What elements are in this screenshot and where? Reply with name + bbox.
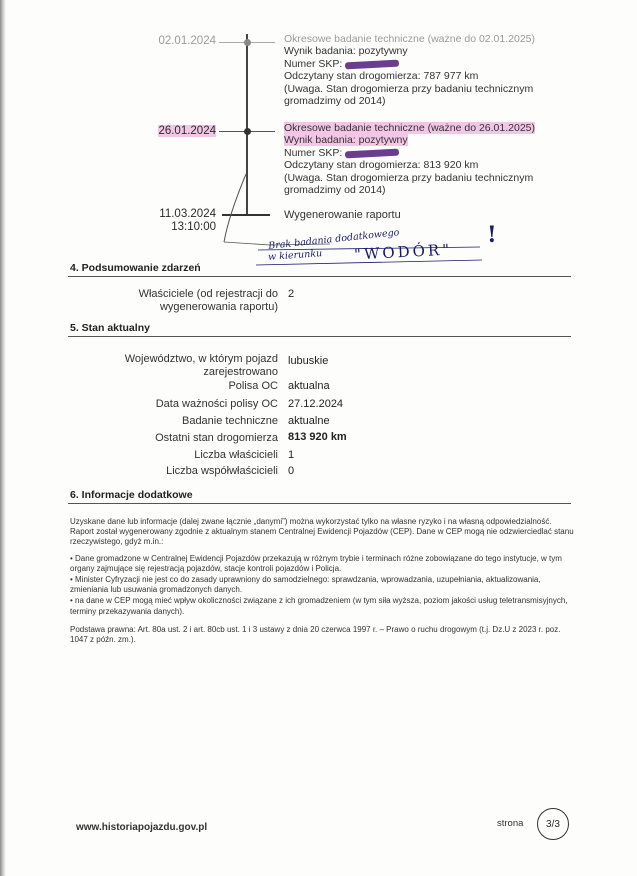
section-rule — [68, 276, 571, 277]
scan-edge-shadow — [0, 0, 6, 876]
handwritten-note: w kierunku — [267, 248, 323, 263]
row-value: 27.12.2024 — [288, 398, 344, 410]
handwritten-exclaim: ! — [487, 222, 497, 248]
section-title: 4. Podsumowanie zdarzeń — [70, 262, 201, 274]
page-label: strona — [497, 818, 524, 829]
row-label: Liczba współwłaścicieli — [166, 465, 278, 477]
owners-value: 2 — [288, 288, 295, 300]
event-skp: Numer SKP: — [284, 147, 535, 159]
event-note: (Uwaga. Stan drogomierza przy badaniu technicznym — [284, 82, 534, 95]
info-bullet: • Dane gromadzone w Centralnej Ewidencji Pojazdów przekazują w różnym trybie i terminach różne zobowiązane do tego instytucje, w tym organy zajmujące się rejestracją pojazdów, stacje kontroli pojazdów i Policja. — [70, 553, 562, 573]
section-title: 6. Informacje dodatkowe — [70, 489, 193, 501]
row-label: Ostatni stan drogomierza — [155, 432, 278, 444]
row-value: aktualne — [288, 415, 330, 427]
row-label: Liczba właścicieli — [194, 449, 278, 461]
section-title: 5. Stan aktualny — [70, 322, 150, 334]
footer-url[interactable]: www.historiapojazdu.gov.pl — [76, 822, 208, 833]
report-time: 13:10:00 — [171, 221, 216, 233]
timeline-dot — [244, 39, 251, 46]
section-rule — [68, 336, 571, 337]
info-text — [70, 517, 575, 651]
report-date: 11.03.2024 — [159, 208, 216, 220]
redaction-mark — [345, 59, 399, 69]
event-result: Wynik badania: pozytywny — [284, 134, 408, 147]
page-number-badge — [537, 808, 569, 840]
row-label: Województwo, w którym pojazd zarejestrowano — [124, 353, 278, 378]
legal-basis: Podstawa prawna: Art. 80a ust. 2 i art. 80cb ust. 1 i 3 ustawy z dnia 20 czerwca 1997 r. – Prawo o ruchu drogowym (t.j. Dz.U z 2023 r. poz. 1047 z późn. zm.). — [70, 624, 561, 645]
row-value: aktualna — [288, 380, 330, 392]
event-date: 26.01.2024 — [158, 125, 216, 137]
event-note-cont: gromadzimy od 2014) — [284, 184, 386, 197]
timeline-event — [284, 33, 535, 107]
info-paragraph: Uzyskane dane lub informacje (dalej zwane łącznie „danymi”) można wykorzystać tylko na własne ryzyko i na własną odpowiedzialność. Raport został wygenerowany zgodnie z aktualnym stanem Centralnej Ewidencji Pojazdów (CEP). Dane w CEP mogą nie odzwierciedlać stanu rzeczywistego, gdyż m.in.: — [70, 517, 574, 547]
event-title: Okresowe badanie techniczne (ważne do 02.01.2025) — [284, 33, 535, 45]
section-rule — [68, 503, 571, 504]
event-title: Okresowe badanie techniczne (ważne do 26.01.2025) — [284, 122, 535, 134]
row-value: 1 — [288, 449, 295, 461]
row-value: 0 — [288, 465, 295, 477]
owners-label: Właściciele (od rejestracji do wygenerowania raportu) — [138, 288, 278, 313]
event-odometer: Odczytany stan drogomierza: 813 920 km — [284, 159, 479, 172]
row-value: lubuskie — [288, 355, 329, 367]
info-bullet: • Minister Cyfryzacji nie jest co do zasady uprawniony do samodzielnego: sprawdzania, wprowadzania, uzupełniania, aktualizowania, zmieniania lub usuwania gromadzonych danych. — [70, 575, 541, 595]
event-note: (Uwaga. Stan drogomierza przy badaniu technicznym — [284, 171, 534, 184]
row-value: 813 920 km — [288, 431, 347, 443]
event-date: 02.01.2024 — [158, 35, 216, 47]
report-label: Wygenerowanie raportu — [284, 209, 401, 221]
row-label: Badanie techniczne — [181, 415, 278, 427]
event-odometer: Odczytany stan drogomierza: 787 977 km — [284, 70, 479, 83]
timeline-dot — [244, 128, 251, 135]
handwritten-word: "WODÓR" — [353, 240, 453, 264]
handwritten-note: Brak badania dodatkowego — [267, 227, 400, 252]
event-skp: Numer SKP: — [284, 58, 535, 70]
info-bullet: • na dane w CEP mogą mieć wpływ okoliczności związane z ich gromadzeniem (w tym siła wyższa, poziom jakości usług teletransmisyjnych, terminy przekazywania danych). — [70, 596, 568, 616]
row-label: Polisa OC — [228, 380, 278, 392]
page-number: 3/3 — [546, 818, 560, 830]
row-label: Data ważności polisy OC — [155, 398, 278, 410]
event-note-cont: gromadzimy od 2014) — [284, 95, 386, 108]
event-result: Wynik badania: pozytywny — [284, 45, 408, 58]
